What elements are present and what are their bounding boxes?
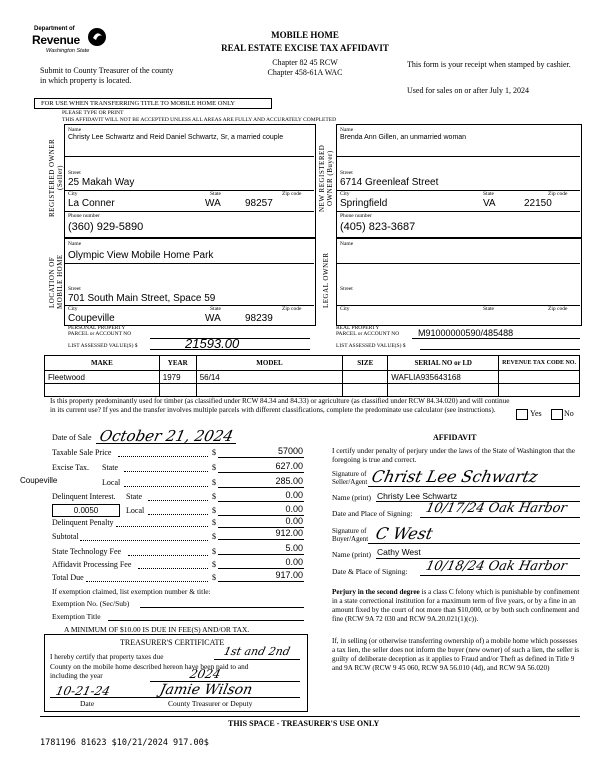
legal-owner-vertical-label: LEGAL OWNER bbox=[322, 252, 330, 308]
seller-city-label: City bbox=[68, 191, 78, 197]
affidavit-fee-value[interactable]: 0.00 bbox=[285, 557, 303, 567]
location-state-label: State bbox=[210, 306, 221, 312]
personal-assessed-value[interactable]: 21593.00 bbox=[185, 336, 240, 351]
location-vertical-label: LOCATION OF MOBILE HOME bbox=[48, 254, 64, 310]
real-assessed-label: LIST ASSESSED VALUE(S) $ bbox=[336, 343, 406, 349]
affidavit-fee-label: Affidavit Processing Fee bbox=[52, 560, 132, 569]
location-name-value[interactable]: Olympic View Mobile Home Park bbox=[68, 250, 214, 261]
excise-local-currency: $ bbox=[212, 478, 216, 487]
cell-revenue-code[interactable] bbox=[499, 371, 580, 384]
buyer-state-value[interactable]: VA bbox=[483, 198, 496, 209]
total-due-currency: $ bbox=[212, 573, 216, 582]
buyer-phone-value[interactable]: (405) 823-3687 bbox=[340, 221, 416, 233]
total-due-label: Total Due bbox=[52, 573, 84, 582]
perjury-notice bbox=[332, 588, 580, 624]
buyer-name-print-value[interactable]: Cathy West bbox=[377, 547, 421, 557]
subtotal-label: Subtotal bbox=[52, 532, 79, 541]
logo-sub-text: Washington State bbox=[46, 48, 90, 54]
seller-vertical-label: REGISTERED OWNER (Seller) bbox=[48, 138, 64, 218]
col-size: SIZE bbox=[343, 356, 388, 371]
transfer-only-text: FOR USE WHEN TRANSFERRING TITLE TO MOBILE HOME ONLY bbox=[41, 100, 236, 107]
legal-street-label: Street bbox=[340, 286, 353, 292]
buyer-date-place-label: Date & Place of Signing: bbox=[332, 567, 408, 576]
seller-signature-label: Signature of Seller/Agent bbox=[332, 470, 368, 486]
excise-local-label: Local bbox=[102, 478, 121, 487]
delinquent-local-currency: $ bbox=[212, 506, 216, 515]
buyer-state-label: State bbox=[483, 191, 494, 197]
exemption-no-label: Exemption No. (Sec/Sub) bbox=[52, 599, 130, 608]
logo-main-text: Revenue bbox=[32, 33, 80, 47]
buyer-name-label: Name bbox=[340, 127, 354, 133]
treasurer-signature[interactable]: Jamie Wilson bbox=[158, 682, 254, 698]
treasurer-date-label: Date bbox=[80, 699, 95, 708]
cell-serial[interactable]: WAFLIA935643168 bbox=[388, 371, 499, 384]
please-type-text: PLEASE TYPE OR PRINT bbox=[62, 110, 124, 116]
treasurer-text-b: County on the mobile home described hereon have been paid to and including the year bbox=[50, 662, 249, 680]
delinquent-local-value[interactable]: 0.00 bbox=[285, 504, 303, 514]
chapter-info bbox=[250, 58, 360, 78]
real-property-label: REAL PROPERTY bbox=[336, 325, 380, 331]
yes-label: Yes bbox=[530, 409, 542, 418]
buyer-phone-label: Phone number bbox=[340, 213, 372, 219]
seller-street-label: Street bbox=[68, 170, 81, 176]
tech-fee-label: State Technology Fee bbox=[52, 547, 122, 556]
affidavit-certify: I certify under penalty of perjury under the laws of the State of Washington that the foregoing is true and correct. bbox=[332, 446, 576, 464]
personal-property-label: PERSONAL PROPERTY bbox=[68, 325, 126, 331]
location-name-label: Name bbox=[68, 241, 82, 247]
location-city-value[interactable]: Coupeville bbox=[68, 313, 115, 324]
logo-swirl-icon bbox=[87, 26, 107, 50]
buyer-vertical-label: NEW REGISTERED OWNER (Buyer) bbox=[318, 144, 334, 212]
tax-lien-notice: If, in selling (or otherwise transferring ownership of) a mobile home which possesses a tax lien, the seller does not inform the buyer (new owner) of such a lien, the seller is guilty of deliberate deception as it applies to Fraud and/or Theft as defined in Title 9 and 9A RCW (RCW 9 45 060, RCW 9A 56.010 (4d), and RCW 9A 56.020) bbox=[332, 637, 580, 672]
seller-signature[interactable]: Christ Lee Schwartz bbox=[369, 467, 540, 486]
legal-city-label: City bbox=[340, 306, 350, 312]
taxable-price-label: Taxable Sale Price bbox=[52, 448, 112, 457]
excise-tax-label: Excise Tax. bbox=[52, 463, 90, 472]
buyer-name-print-label: Name (print) bbox=[332, 550, 371, 559]
receipt-stamp: 1781196 81623 $10/21/2024 917.00$ bbox=[40, 738, 209, 748]
receipt-note: This form is your receipt when stamped by cashier. bbox=[407, 60, 571, 69]
not-accepted-text: THIS AFFIDAVIT WILL NOT BE ACCEPTED UNLESS ALL AREAS ARE FULLY AND ACCURATELY COMPLETED bbox=[62, 117, 337, 123]
legal-zip-label: Zip code bbox=[548, 306, 568, 312]
col-year: YEAR bbox=[159, 356, 196, 371]
delinquent-penalty-currency: $ bbox=[212, 518, 216, 527]
subtotal-currency: $ bbox=[212, 532, 216, 541]
seller-state-label: State bbox=[210, 191, 221, 197]
location-zip-label: Zip code bbox=[282, 306, 302, 312]
buyer-name-value[interactable]: Brenda Ann Gillen, an unmarried woman bbox=[340, 134, 467, 141]
table-header-row bbox=[45, 356, 580, 371]
table-row bbox=[45, 371, 580, 384]
affidavit-fee-currency: $ bbox=[212, 560, 216, 569]
submit-instructions: Submit to County Treasurer of the county in which property is located. bbox=[40, 66, 174, 85]
cell-size[interactable] bbox=[343, 371, 388, 384]
delinquent-local-label: Local bbox=[126, 506, 145, 515]
location-street-value[interactable]: 701 South Main Street, Space 59 bbox=[68, 293, 216, 304]
buyer-street-value[interactable]: 6714 Greenleaf Street bbox=[340, 177, 439, 188]
yes-checkbox[interactable] bbox=[516, 409, 528, 420]
seller-phone-value[interactable]: (360) 929-5890 bbox=[68, 221, 144, 233]
personal-parcel-label: PARCEL or ACCOUNT NO bbox=[68, 331, 132, 337]
excise-state-currency: $ bbox=[212, 463, 216, 472]
buyer-city-value[interactable]: Springfield bbox=[340, 198, 388, 209]
col-serial: SERIAL NO or I.D bbox=[388, 356, 499, 371]
delinquent-state-label: State bbox=[126, 492, 142, 501]
treasurer-use-only: THIS SPACE - TREASURER'S USE ONLY bbox=[228, 719, 380, 728]
exemption-title-label: Exemption Title bbox=[52, 612, 101, 621]
location-state-value[interactable]: WA bbox=[205, 313, 221, 324]
seller-phone-label: Phone number bbox=[68, 213, 100, 219]
tax-year-value[interactable]: 2024 bbox=[188, 667, 223, 681]
col-revenue-code: REVENUE TAX CODE NO. bbox=[499, 356, 580, 371]
form-title bbox=[200, 30, 410, 53]
seller-zip-value[interactable]: 98257 bbox=[245, 198, 273, 209]
seller-city-value[interactable]: La Conner bbox=[68, 198, 115, 209]
seller-name-label: Name bbox=[68, 127, 82, 133]
seller-name-print-value[interactable]: Christy Lee Schwartz bbox=[377, 491, 458, 501]
delinquent-state-currency: $ bbox=[212, 492, 216, 501]
tech-fee-value[interactable]: 5.00 bbox=[285, 543, 303, 553]
cell-make[interactable]: Fleetwood bbox=[45, 371, 160, 384]
real-parcel-label: PARCEL or ACCOUNT NO bbox=[336, 331, 400, 337]
col-make: MAKE bbox=[45, 356, 160, 371]
seller-zip-label: Zip code bbox=[282, 191, 302, 197]
seller-name-print-label: Name (print) bbox=[332, 493, 371, 502]
taxable-price-value[interactable]: 57000 bbox=[277, 446, 303, 456]
cell-year[interactable]: 1979 bbox=[159, 371, 196, 384]
treasurer-title: TREASURER'S CERTIFICATE bbox=[120, 638, 225, 647]
taxes-due-value[interactable]: 1st and 2nd bbox=[222, 645, 292, 658]
local-rate-box[interactable] bbox=[52, 504, 120, 517]
perjury-bold: Perjury in the second degree bbox=[332, 588, 420, 596]
title-line1: MOBILE HOME bbox=[271, 30, 339, 40]
cell-model[interactable]: 56/14 bbox=[196, 371, 343, 384]
delinquent-penalty-label: Delinquent Penalty bbox=[52, 518, 114, 527]
personal-assessed-label: LIST ASSESSED VALUE(S) $ bbox=[68, 343, 138, 349]
treasurer-text-a: I hereby certify that property taxes due bbox=[50, 652, 164, 661]
title-line2: REAL ESTATE EXCISE TAX AFFIDAVIT bbox=[221, 43, 389, 53]
excise-state-value[interactable]: 627.00 bbox=[275, 461, 303, 471]
legal-name-label: Name bbox=[340, 241, 354, 247]
date-of-sale-label: Date of Sale bbox=[52, 433, 92, 442]
legal-state-label: State bbox=[483, 306, 494, 312]
taxable-currency: $ bbox=[212, 448, 216, 457]
table-row bbox=[45, 384, 580, 397]
delinquent-state-value[interactable]: 0.00 bbox=[285, 490, 303, 500]
chapter-rcw: Chapter 82 45 RCW bbox=[272, 58, 338, 67]
chapter-wac: Chapter 458-61A WAC bbox=[267, 68, 343, 77]
dor-logo bbox=[32, 26, 107, 60]
used-date-note: Used for sales on or after July 1, 2024 bbox=[407, 86, 529, 95]
local-rate-value: 0.0050 bbox=[73, 506, 99, 515]
buyer-signature-label: Signature of Buyer/Agent bbox=[332, 527, 369, 543]
location-city-label: City bbox=[68, 306, 78, 312]
treasurer-sig-label: County Treasurer or Deputy bbox=[168, 699, 253, 708]
legal-owner-block bbox=[336, 238, 582, 326]
tech-fee-currency: $ bbox=[212, 547, 216, 556]
buyer-zip-value[interactable]: 22150 bbox=[524, 198, 552, 209]
seller-name-value[interactable]: Christy Lee Schwartz and Reid Daniel Schwartz, Sr, a married couple bbox=[68, 134, 284, 141]
buyer-signature[interactable]: C West bbox=[373, 524, 435, 543]
seller-state-value[interactable]: WA bbox=[205, 198, 221, 209]
transfer-only-banner bbox=[34, 98, 272, 109]
col-model: MODEL bbox=[196, 356, 343, 371]
buyer-zip-label: Zip code bbox=[548, 191, 568, 197]
affidavit-title: AFFIDAVIT bbox=[433, 433, 477, 442]
no-checkbox[interactable] bbox=[551, 409, 563, 420]
buyer-date-place-value[interactable]: 10/18/24 Oak Harbor bbox=[424, 559, 569, 574]
exemption-intro: If exemption claimed, list exemption number & title: bbox=[52, 587, 211, 596]
delinquent-interest-label: Delinquent Interest. bbox=[52, 492, 116, 501]
date-of-sale-value[interactable]: October 21, 2024 bbox=[98, 427, 235, 445]
total-due-value[interactable]: 917.00 bbox=[275, 570, 303, 580]
treasurer-date-value[interactable]: 10-21-24 bbox=[54, 684, 112, 698]
location-zip-value[interactable]: 98239 bbox=[245, 313, 273, 324]
delinquent-penalty-value[interactable]: 0.00 bbox=[285, 516, 303, 526]
perjury-text: is a class C felony which is punishable by confinement in a state correctional institution for a maximum term of five years, or by a fine in an amount fixed by the court of not more than $10,000, or by both such confinement and fine (RCW 9A 72 030 and RCW 9A.20.021(1)(c)). bbox=[332, 588, 580, 623]
local-county-value[interactable]: Coupeville bbox=[20, 476, 58, 485]
minimum-fee-note: A MINIMUM OF $10.00 IS DUE IN FEE(S) AND/OR TAX. bbox=[64, 625, 250, 634]
no-label: No bbox=[564, 409, 574, 418]
seller-street-value[interactable]: 25 Makah Way bbox=[68, 177, 135, 188]
excise-state-label: State bbox=[102, 463, 118, 472]
real-parcel-value[interactable]: M91000000590/485488 bbox=[418, 328, 514, 338]
buyer-street-label: Street bbox=[340, 170, 353, 176]
seller-date-place-label: Date and Place of Signing: bbox=[332, 509, 413, 518]
seller-date-place-value[interactable]: 10/17/24 Oak Harbor bbox=[424, 501, 569, 516]
buyer-city-label: City bbox=[340, 191, 350, 197]
timber-question: Is this property predominantly used for timber (as classified under RCW 84.34 and 84.33) or agriculture (as classified under RCW 84.34.020) and will continue in its current use? If yes and the transfer involves multiple parcels with different classifications, complete the predominate use calculator (see instructions). bbox=[50, 397, 510, 414]
excise-local-value[interactable]: 285.00 bbox=[275, 476, 303, 486]
logo-top-text: Department of bbox=[34, 26, 75, 32]
mobile-home-table bbox=[44, 355, 580, 397]
subtotal-value[interactable]: 912.00 bbox=[275, 528, 303, 538]
location-street-label: Street bbox=[68, 286, 81, 292]
